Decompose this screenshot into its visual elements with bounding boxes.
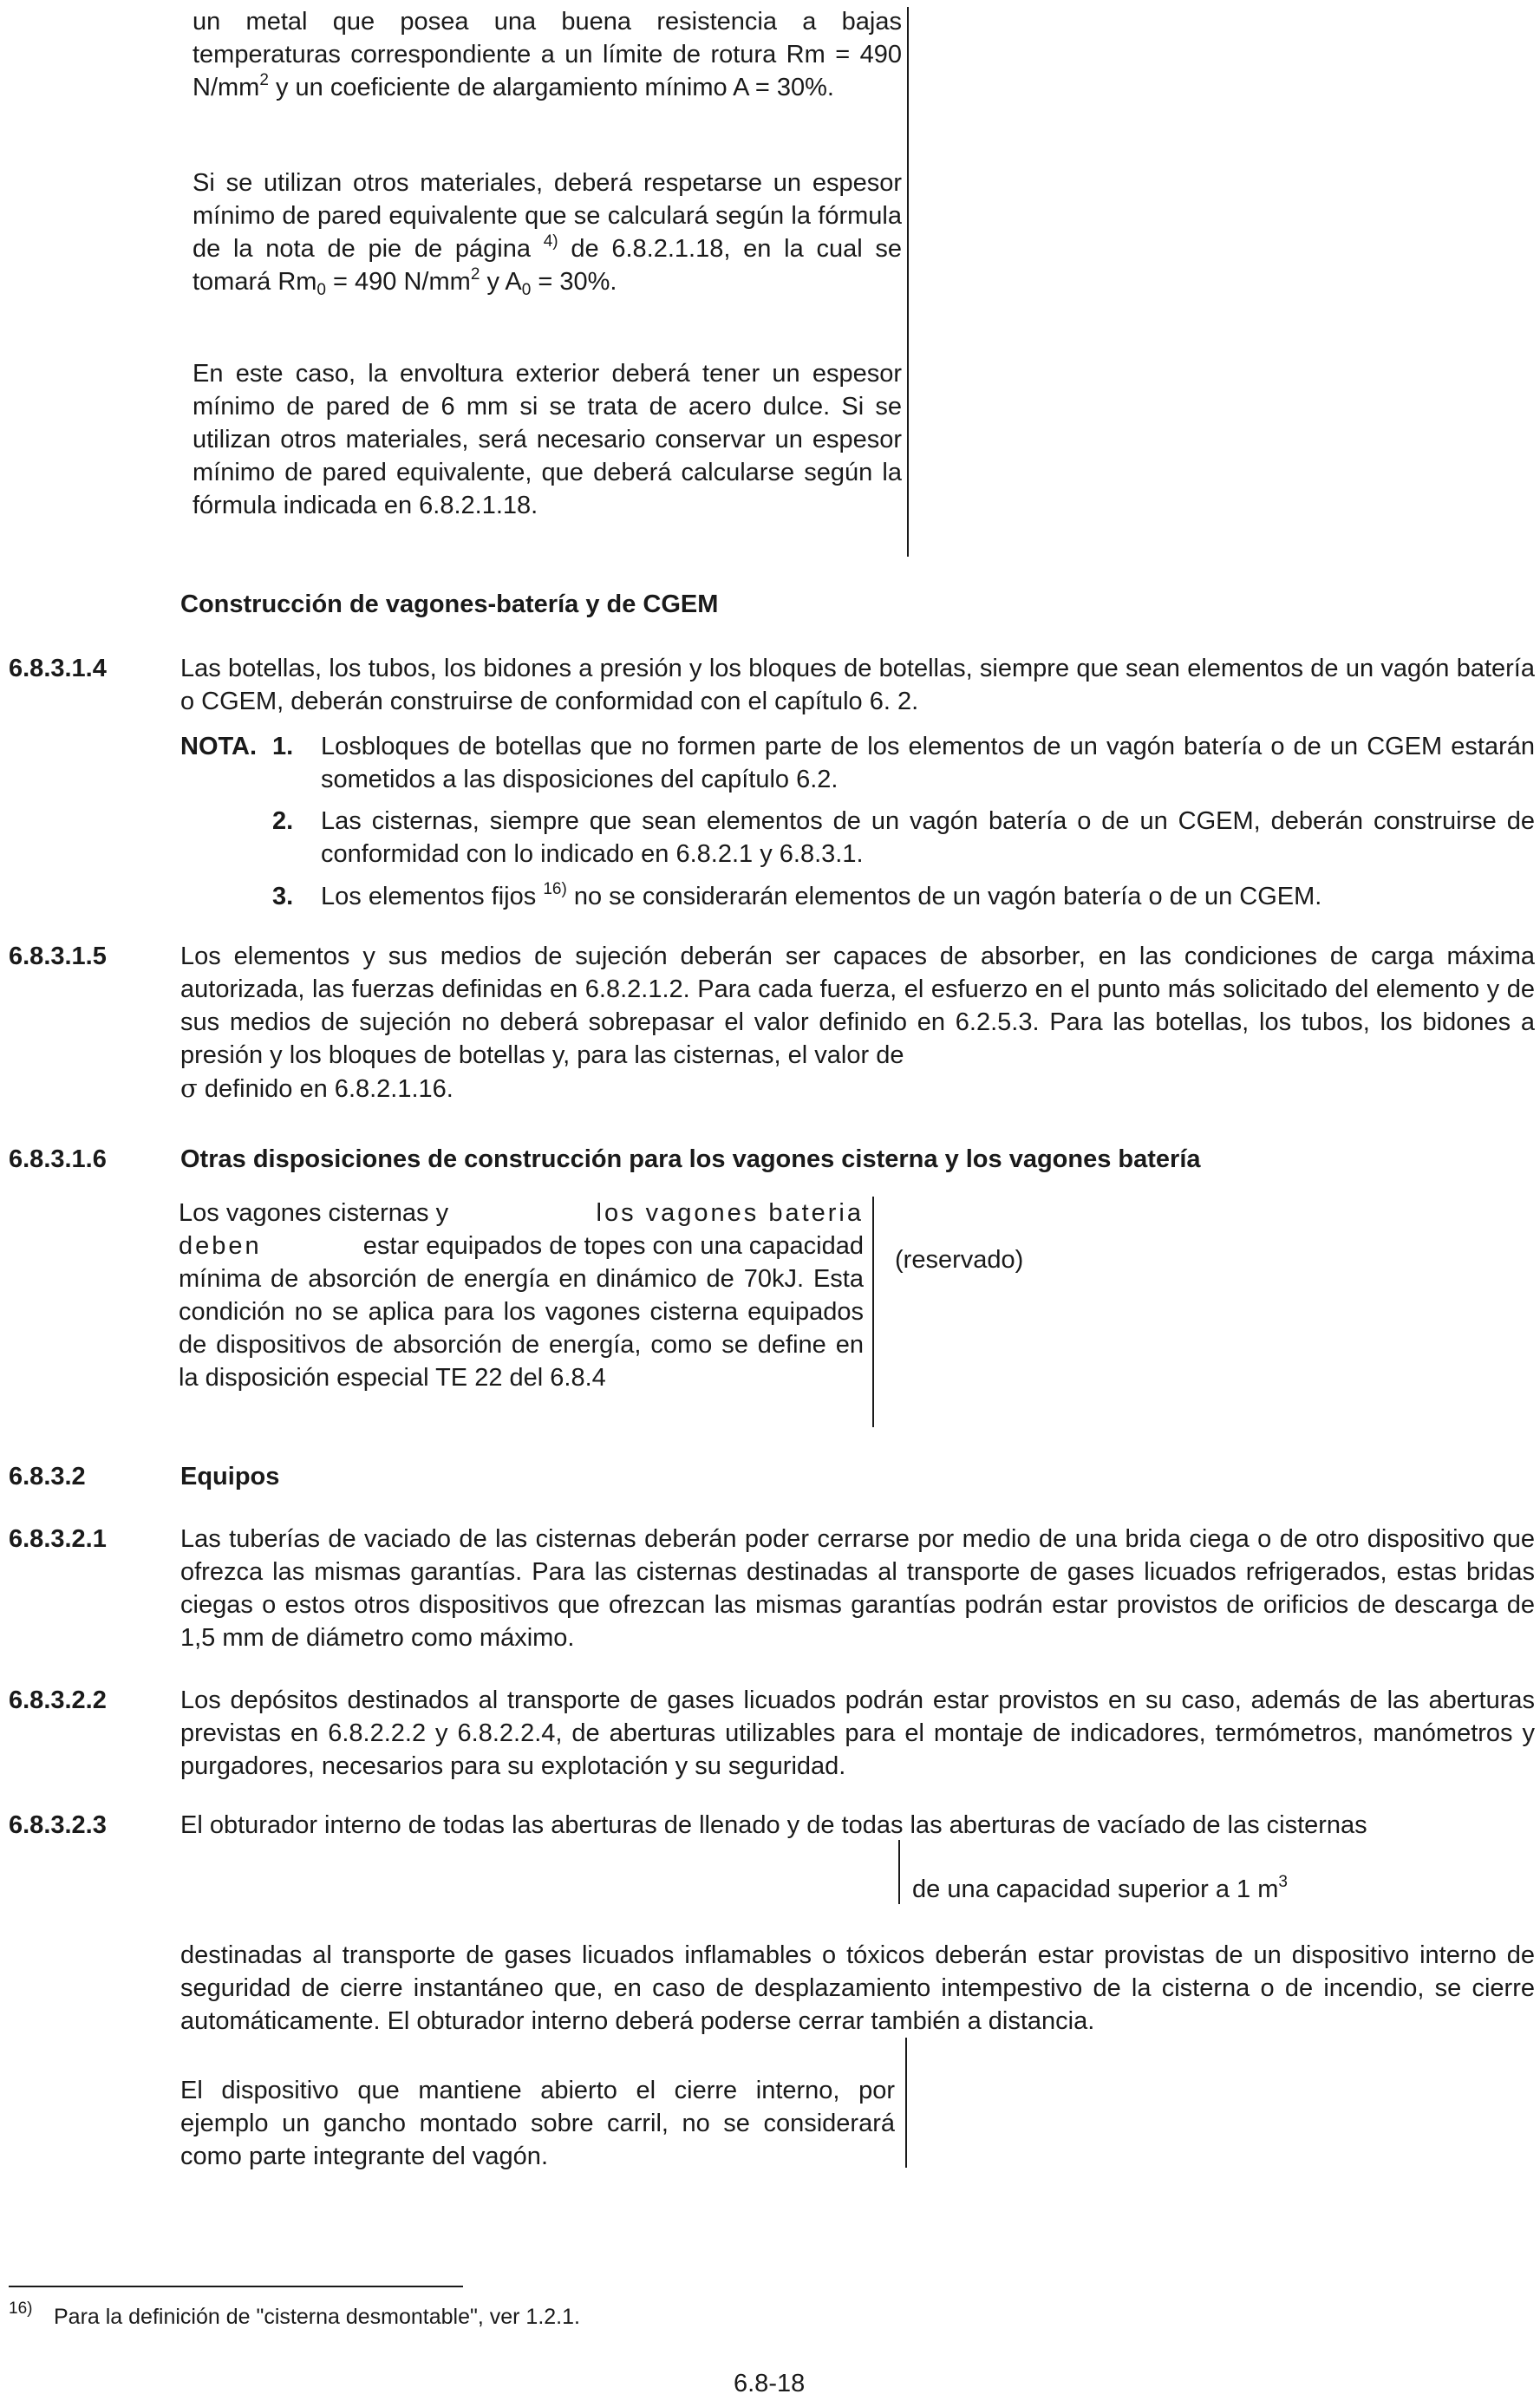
change-bar-capacity [898,1840,900,1904]
note-number-2: 2. [272,807,294,835]
paragraph-cierre-interno: El dispositivo que mantiene abierto el cierre interno, por ejemplo un gancho montado sobre carril, no se considerará como parte integrante del vagón. [180,2077,895,2170]
section-text-6-8-3-1-5: Los elementos y sus medios de sujeción deberán ser capaces de absorber, en las condiciones de carga máxima autorizada, las fuerzas definidas en 6.8.2.1.2. Para cada fuerza, el esfuerzo en el punto más solicitado del elemento y de sus medios de sujeción no deberá sobrepasar el valor definido en 6.2.5.3. Para las botellas, los tubos, los bidones a presión y los bloques de botellas y, para las cisternas, el valor de σ definido en 6.8.2.1.16. [180,943,1535,1103]
section-text-6-8-3-2-2: Los depósitos destinados al transporte de gases licuados podrán estar provistos en su caso, además de las aberturas previstas en 6.8.2.2.2 y 6.8.2.2.4, de aberturas utilizables para el montaje de indicadores, termómetros, manómetros y purgadores, necesarios para su explotación y su seguridad. [180,1686,1535,1780]
section-text-6-8-3-1-4: Las botellas, los tubos, los bidones a presión y los bloques de botellas, siempre que sean elementos de un vagón batería o CGEM, deberán construirse de conformidad con el capítulo 6. 2. [180,655,1535,715]
footnote-mark: 16) [9,2299,33,2318]
note-text-2: Las cisternas, siempre que sean elementos de un vagón batería o de un CGEM, deberán construirse de conformidad con lo indicado en 6.8.2.1 y 6.8.3.1. [321,807,1535,868]
footnote-ref-16: 16) [543,880,567,898]
sigma-symbol: σ [180,1073,198,1103]
paragraph-topes: Los vagones cisternas y los vagones bateria deben estar equipados de topes con una capacidad mínima de absorción de energía en dinámico de 70kJ. Esta condición no se aplica para los vagones cisterna equipados de dispositivos de absorción de energía, como se define en la disposición especial TE 22 del 6.8.4 [179,1199,864,1392]
page-number: 6.8-18 [734,2370,806,2397]
change-bar-topes [872,1197,874,1427]
heading-construccion: Construcción de vagones-batería y de CGEM [180,590,719,618]
paragraph-metal-requirements: un metal que posea una buena resistencia a bajas temperaturas correspondiente a un límite de rotura Rm = 490 $N/mm^2$ y un coeficiente de alargamiento mínimo A = 30%. [192,8,902,101]
footnote-text: Para la definición de "cisterna desmontable", ver 1.2.1. [54,2305,580,2329]
section-text-6-8-3-2-1: Las tuberías de vaciado de las cisternas deberán poder cerrarse por medio de una brida ciega o de otro dispositivo que ofrezca las mismas garantías. Para las cisternas destinadas al transporte de gases licuados refrigerados, estas bridas ciegas o estos otros dispositivos que ofrezcan las mismas garantías podrán estar provistos de orificios de descarga de 1,5 mm de diámetro como máximo. [180,1525,1535,1652]
paragraph-other-materials: Si se utilizan otros materiales, deberá respetarse un espesor mínimo de pared equivalente que se calculará según la fórmula de la nota de pie de página $^{4)}$ de 6.8.2.1.18, en la cual se tomará $Rm_0 = 490$ $N/mm^2$ y $A_0 = 30\%$. [192,169,903,299]
note-number-3: 3. [272,883,294,910]
heading-equipos: Equipos [180,1463,280,1491]
section-number-6-8-3-2-2: 6.8.3.2.2 [9,1686,107,1714]
capacity-text: de una capacidad superior a 1 $m^3$ [912,1873,1288,1903]
note-number-1: 1. [272,733,294,760]
reservado-label: (reservado) [895,1246,1024,1274]
section-number-6-8-3-1-4: 6.8.3.1.4 [9,655,107,682]
heading-otras-disposiciones: Otras disposiciones de construcción para los vagones cisterna y los vagones batería [180,1145,1201,1173]
section-text-6-8-3-2-3-line1: El obturador interno de todas las aberturas de llenado y de todas las aberturas de vacíado de las cisternas [180,1811,1367,1839]
section-number-6-8-3-1-5: 6.8.3.1.5 [9,943,107,970]
footnote-rule [9,2286,463,2287]
nota-label: NOTA. [180,733,258,760]
paragraph-outer-shell: En este caso, la envoltura exterior deberá tener un espesor mínimo de pared de 6 mm si se trata de acero dulce. Si se utilizan otros materiales, será necesario conservar un espesor mínimo de pared equivalente, que deberá calcularse según la fórmula indicada en 6.8.2.1.18. [192,360,902,519]
section-number-6-8-3-1-6: 6.8.3.1.6 [9,1145,107,1173]
section-number-6-8-3-2: 6.8.3.2 [9,1463,86,1491]
note-text-1: Losbloques de botellas que no formen parte de los elementos de un vagón batería o de un CGEM estarán sometidos a las disposiciones del capítulo 6.2. [321,733,1535,793]
note-text-3: Los elementos fijos $^{16)}$ no se considerarán elementos de un vagón batería o de un CGEM. [321,880,1322,910]
section-number-6-8-3-2-1: 6.8.3.2.1 [9,1525,107,1553]
section-number-6-8-3-2-3: 6.8.3.2.3 [9,1811,107,1839]
section-text-6-8-3-2-3-body: destinadas al transporte de gases licuados inflamables o tóxicos deberán estar provistas de un dispositivo interno de seguridad de cierre instantáneo que, en caso de desplazamiento intempestivo de la cisterna o de incendio, se cierre automáticamente. El obturador interno deberá poderse cerrar también a distancia. [180,1941,1535,2035]
change-bar-cierre [905,2038,907,2168]
change-bar-top [907,7,909,557]
